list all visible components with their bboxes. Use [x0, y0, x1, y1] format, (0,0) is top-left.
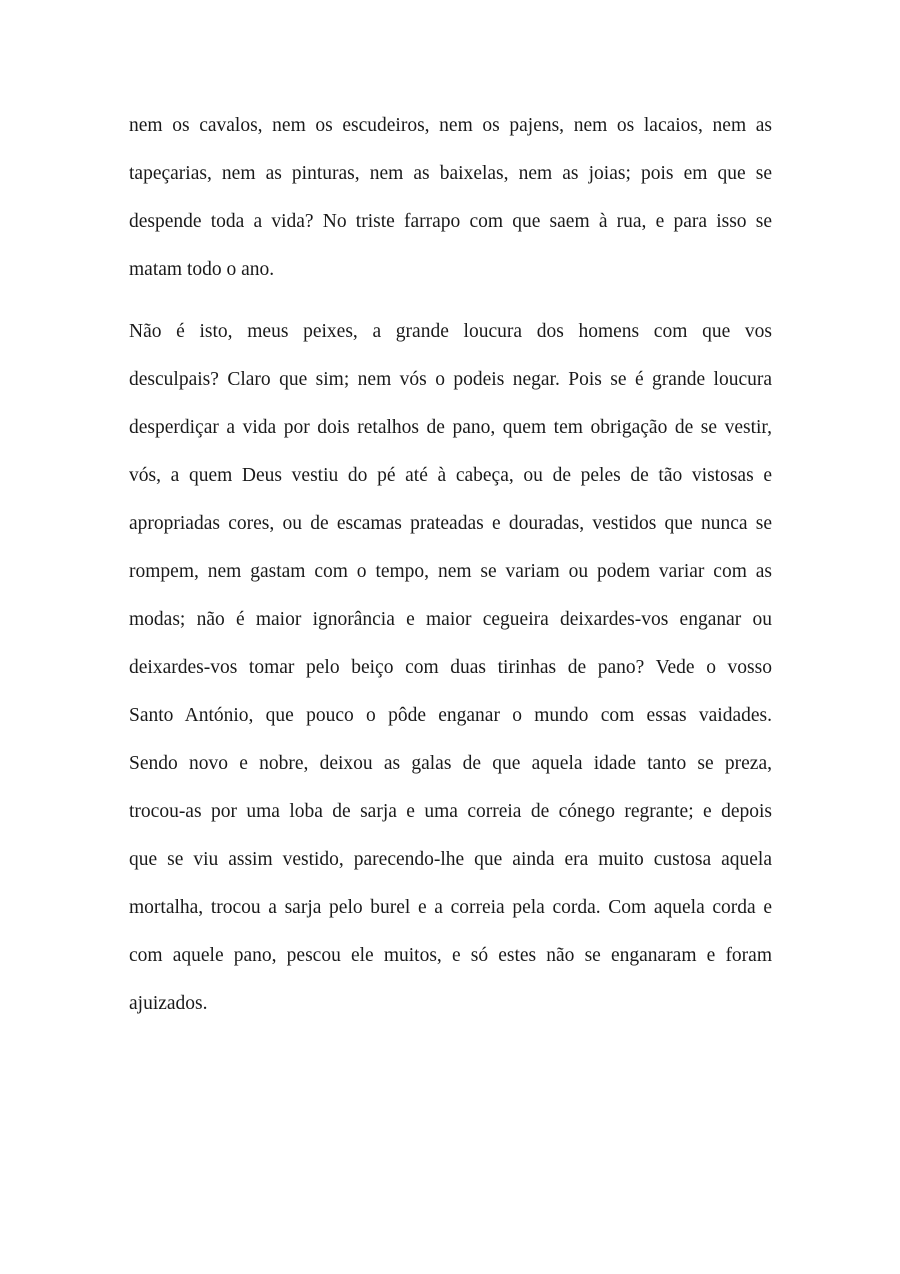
paragraph-spacer: [129, 294, 772, 308]
text-line: Não é isto, meus peixes, a grande loucura dos homens com que vos: [129, 321, 772, 342]
text-line: modas; não é maior ignorância e maior cegueira deixardes-vos enganar ou: [129, 609, 772, 630]
paragraph: [129, 308, 772, 1028]
text-line: trocou-as por uma loba de sarja e uma correia de cónego regrante; e depois: [129, 801, 772, 822]
paragraph: [129, 102, 772, 294]
text-line: que se viu assim vestido, parecendo-lhe que ainda era muito custosa aquela: [129, 849, 772, 870]
text-line: mortalha, trocou a sarja pelo burel e a correia pela corda. Com aquela corda e: [129, 897, 772, 918]
text-line: nem os cavalos, nem os escudeiros, nem os pajens, nem os lacaios, nem as: [129, 115, 772, 136]
text-line: despende toda a vida? No triste farrapo com que saem à rua, e para isso se: [129, 211, 772, 232]
text-line: vós, a quem Deus vestiu do pé até à cabeça, ou de peles de tão vistosas e: [129, 465, 772, 486]
text-line: desperdiçar a vida por dois retalhos de pano, quem tem obrigação de se vestir,: [129, 417, 772, 438]
text-line: deixardes-vos tomar pelo beiço com duas tirinhas de pano? Vede o vosso: [129, 657, 772, 678]
text-line: apropriadas cores, ou de escamas prateadas e douradas, vestidos que nunca se: [129, 513, 772, 534]
text-line: Sendo novo e nobre, deixou as galas de que aquela idade tanto se preza,: [129, 753, 772, 774]
text-line: desculpais? Claro que sim; nem vós o podeis negar. Pois se é grande loucura: [129, 369, 772, 390]
text-line: com aquele pano, pescou ele muitos, e só estes não se enganaram e foram: [129, 945, 772, 966]
text-line: ajuizados.: [129, 993, 208, 1014]
text-line: tapeçarias, nem as pinturas, nem as baixelas, nem as joias; pois em que se: [129, 163, 772, 184]
document-body: [129, 102, 772, 1028]
text-line: Santo António, que pouco o pôde enganar o mundo com essas vaidades.: [129, 705, 772, 726]
text-line: matam todo o ano.: [129, 259, 275, 280]
text-line: rompem, nem gastam com o tempo, nem se variam ou podem variar com as: [129, 561, 772, 582]
